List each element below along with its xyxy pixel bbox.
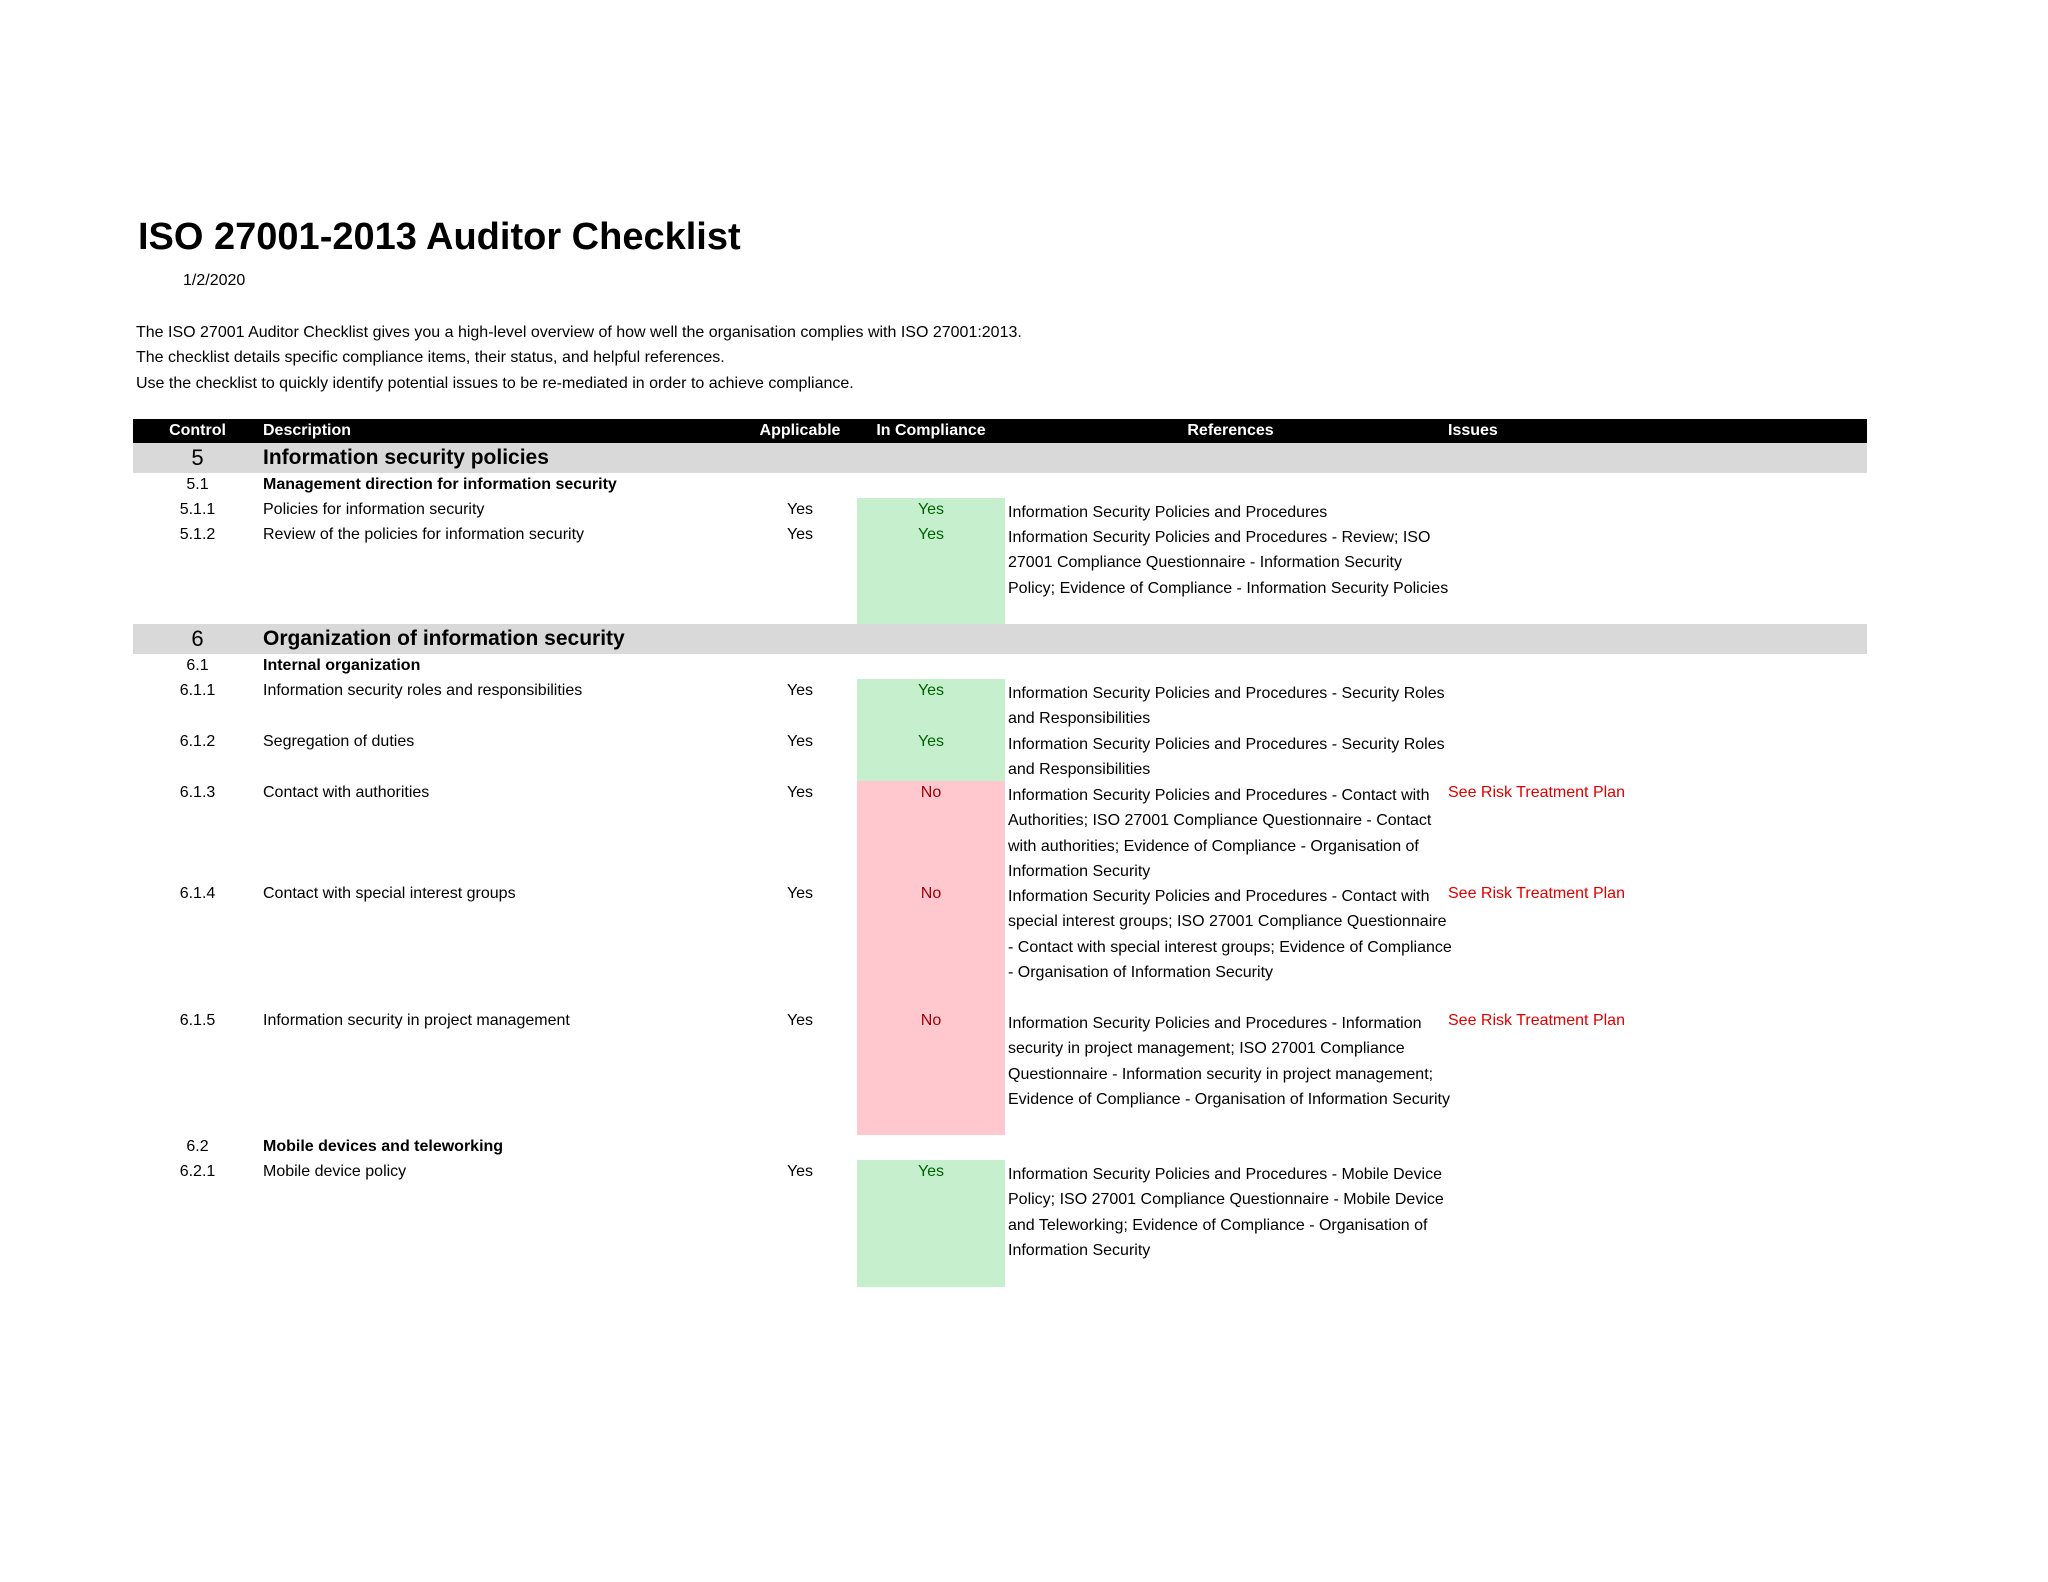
intro-line: The ISO 27001 Auditor Checklist gives you a high-level overview of how well the organisation complies with ISO 27001:2013.: [136, 324, 1022, 341]
section-row: [133, 443, 1867, 473]
subsection-row: [133, 1135, 1867, 1160]
compliance-status: Yes: [917, 733, 945, 750]
compliance-status: Yes: [917, 526, 945, 543]
control-number: 6.1.3: [179, 784, 216, 801]
table-header: [133, 419, 1867, 443]
control-description: Review of the policies for information security: [263, 526, 585, 543]
compliance-status-cell: [857, 882, 1005, 1009]
table-row: [133, 1160, 1867, 1287]
control-number: 6.1.2: [179, 733, 216, 750]
column-header-in-compliance: In Compliance: [876, 422, 986, 439]
subsection-number: 5.1: [186, 476, 209, 493]
control-description: Contact with special interest groups: [263, 885, 516, 902]
references-text: Information Security Policies and Procedures - Information security in project management; ISO 27001 Compliance Questionnaire - Information security in project management; Evidence of Compliance - Organisation of Information Security: [1008, 1015, 1450, 1108]
issues-text: See Risk Treatment Plan: [1448, 1012, 1625, 1029]
document-date: 1/2/2020: [183, 272, 246, 289]
compliance-status-cell: [857, 679, 1005, 730]
intro-line: The checklist details specific compliance items, their status, and helpful references.: [136, 349, 725, 367]
section-number: 5: [191, 445, 204, 470]
applicable-value: Yes: [786, 885, 814, 902]
compliance-status-cell: [857, 523, 1005, 624]
section-row: [133, 624, 1867, 654]
applicable-value: Yes: [786, 1012, 814, 1029]
column-header-description: Description: [263, 422, 352, 439]
references-text: Information Security Policies and Procedures - Contact with special interest groups; ISO 27001 Compliance Questionnaire - Contact with special interest groups; Evidence of Compliance - Organisation of Information Security: [1008, 888, 1452, 981]
references-text: Information Security Policies and Procedures - Mobile Device Policy; ISO 27001 Compliance Questionnaire - Mobile Device and Teleworking; Evidence of Compliance - Organisation of Information Security: [1008, 1166, 1444, 1259]
compliance-status-cell: [857, 730, 1005, 781]
control-number: 6.2.1: [179, 1163, 216, 1180]
compliance-status: No: [920, 784, 942, 801]
table-row: [133, 679, 1867, 730]
references-text: Information Security Policies and Procedures - Security Roles and Responsibilities: [1008, 685, 1445, 728]
table-row: [133, 882, 1867, 1009]
applicable-value: Yes: [786, 526, 814, 543]
column-header-issues: Issues: [1448, 422, 1498, 439]
control-number: 6.1.5: [179, 1012, 216, 1029]
section-title: Information security policies: [263, 446, 549, 469]
page-title: ISO 27001-2013 Auditor Checklist: [138, 216, 741, 258]
applicable-value: Yes: [786, 1163, 814, 1180]
applicable-value: Yes: [786, 733, 814, 750]
compliance-status: Yes: [917, 1163, 945, 1180]
subsection-number: 6.2: [186, 1138, 209, 1155]
column-header-applicable: Applicable: [759, 422, 841, 439]
table-row: [133, 1009, 1867, 1135]
subsection-number: 6.1: [186, 657, 209, 674]
compliance-status-cell: [857, 1160, 1005, 1287]
control-number: 5.1.2: [179, 526, 216, 543]
compliance-status: Yes: [917, 501, 945, 518]
subsection-row: [133, 473, 1867, 498]
control-description: Segregation of duties: [263, 733, 415, 750]
compliance-status-cell: [857, 1009, 1005, 1135]
references-text: Information Security Policies and Procedures - Security Roles and Responsibilities: [1008, 736, 1445, 779]
references-text: Information Security Policies and Procedures - Contact with Authorities; ISO 27001 Compliance Questionnaire - Contact with authorities; Evidence of Compliance - Organisation of Information Security: [1008, 787, 1432, 880]
subsection-title: Internal organization: [263, 657, 421, 674]
references-text: Information Security Policies and Procedures: [1008, 504, 1328, 521]
applicable-value: Yes: [786, 501, 814, 518]
subsection-row: [133, 654, 1867, 679]
column-header-references: References: [1187, 422, 1274, 439]
column-header-control: Control: [169, 422, 226, 439]
table-row: [133, 781, 1867, 882]
control-description: Information security in project management: [263, 1012, 570, 1029]
subsection-title: Mobile devices and teleworking: [263, 1138, 504, 1155]
applicable-value: Yes: [786, 682, 814, 699]
control-description: Contact with authorities: [263, 784, 430, 801]
subsection-title: Management direction for information security: [263, 476, 617, 493]
compliance-status: Yes: [917, 682, 945, 699]
intro-line: Use the checklist to quickly identify potential issues to be re-mediated in order to achieve compliance.: [136, 374, 854, 392]
compliance-status-cell: [857, 781, 1005, 882]
issues-text: See Risk Treatment Plan: [1448, 885, 1625, 902]
applicable-value: Yes: [786, 784, 814, 801]
section-title: Organization of information security: [263, 627, 625, 650]
control-number: 6.1.1: [179, 682, 216, 699]
references-text: Information Security Policies and Procedures - Review; ISO 27001 Compliance Questionnaire - Information Security Policy; Evidence of Compliance - Information Security Policies: [1008, 529, 1449, 597]
control-number: 6.1.4: [179, 885, 216, 902]
table-row: [133, 523, 1867, 624]
control-description: Policies for information security: [263, 501, 485, 518]
compliance-status: No: [920, 885, 942, 902]
table-row: [133, 730, 1867, 781]
control-description: Mobile device policy: [263, 1163, 407, 1180]
compliance-status: No: [920, 1012, 942, 1029]
control-number: 5.1.1: [179, 501, 216, 518]
intro-text: [136, 320, 1022, 396]
table-row: [133, 498, 1867, 523]
issues-text: See Risk Treatment Plan: [1448, 784, 1625, 801]
control-description: Information security roles and responsibilities: [263, 682, 583, 699]
section-number: 6: [191, 626, 204, 651]
compliance-status-cell: [857, 498, 1005, 523]
checklist-table: [133, 419, 1867, 1287]
